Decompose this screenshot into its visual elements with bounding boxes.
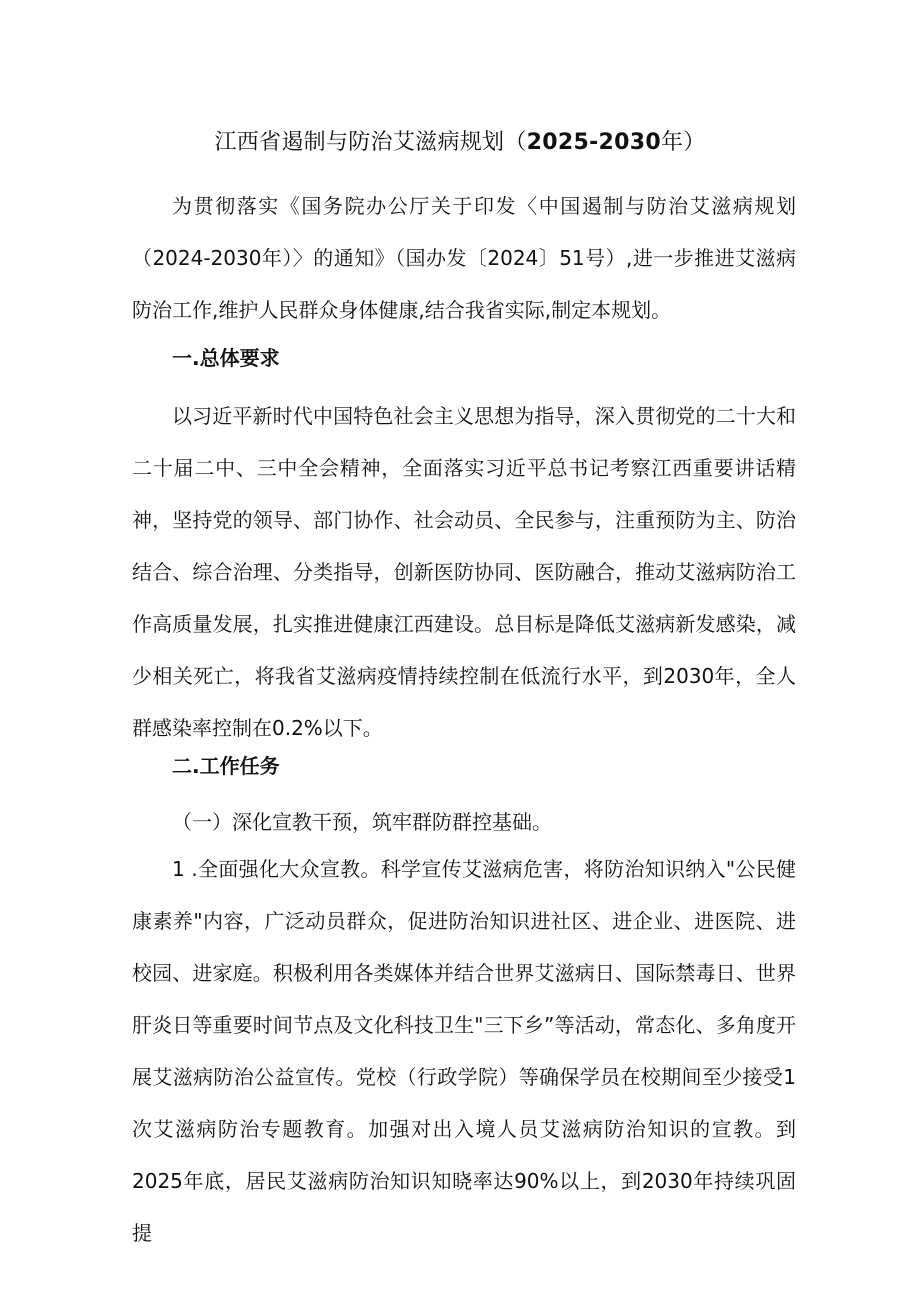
document-title	[0, 128, 920, 158]
subsection-heading-1: （一）深化宣教干预，筑牢群防群控基础。	[172, 810, 552, 834]
section-heading-general-requirements: 一.总体要求	[172, 346, 280, 370]
task-item-1-paragraph: 1 .全面强化大众宣教。科学宣传艾滋病危害，将防治知识纳入"公民健康素养"内容，广泛动员群众，促进防治知识进社区、进企业、进医院、进校园、进家庭。积极利用各类媒体并结合世界艾滋病日、国际禁毒日、世界肝炎日等重要时间节点及文化科技卫生"三下乡”等活动，常态化、多角度开展艾滋病防治公益宣传。党校（行政学院）等确保学员在校期间至少接受1次艾滋病防治专题教育。加强对出入境人员艾滋病防治知识的宣教。到2025年底，居民艾滋病防治知识知晓率达90%以上，到2030年持续巩固提	[132, 857, 796, 1245]
intro-paragraph: 为贯彻落实《国务院办公厅关于印发〈中国遏制与防治艾滋病规划（2024-2030年）〉的通知》（国办发〔2024〕51号）,进一步推进艾滋病防治工作,维护人民群众身体健康,结合我省实际,制定本规划。	[132, 194, 796, 322]
section-heading-work-tasks: 二.工作任务	[172, 754, 280, 778]
title-years: 2025-2030	[526, 130, 661, 155]
general-requirements-paragraph: 以习近平新时代中国特色社会主义思想为指导，深入贯彻党的二十大和二十届二中、三中全会精神，全面落实习近平总书记考察江西重要讲话精神，坚持党的领导、部门协作、社会动员、全民参与，注重预防为主、防治结合、综合治理、分类指导，创新医防协同、医防融合，推动艾滋病防治工作高质量发展，扎实推进健康江西建设。总目标是降低艾滋病新发感染，减少相关死亡，将我省艾滋病疫情持续控制在低流行水平，到2030年，全人群感染率控制在0.2%以下。	[132, 404, 796, 740]
title-tail: 年）	[660, 130, 706, 155]
title-main: 江西省遏制与防治艾滋病规划（	[214, 130, 527, 155]
